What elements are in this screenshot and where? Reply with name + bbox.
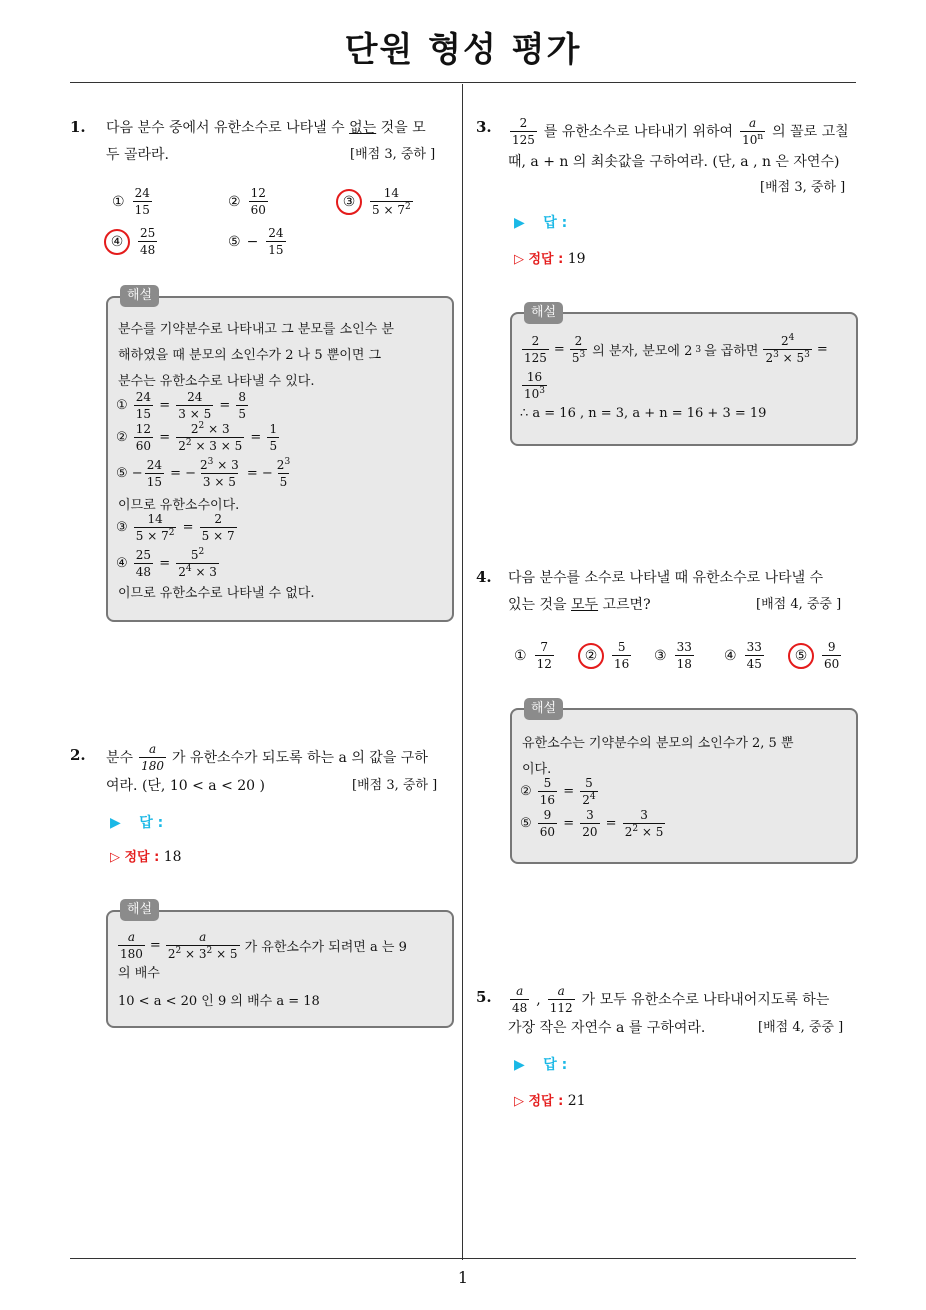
question-text: 분수 $\frac{a}{180}$ 가 유한소수가 되도록 하는 a 의 값을 구하 [106,742,428,773]
math-line-2: ② $\frac{5}{16}$ = $\frac{5}{2^4}$ [520,776,596,807]
math-line-3: ③ $\frac{14}{5 \times 7^2}$ = $\frac{2}{5 \times 7}$ [116,512,235,543]
question-text: 다음 분수 중에서 유한소수로 나타낼 수 없는 것을 모 [106,120,426,136]
math-line-5: ⑤ $\frac{9}{60}$ = $\frac{3}{20}$ = $\frac{3}{2^2 \times 5}$ [520,808,664,839]
fraction: $\frac{25}{48}$ [140,226,156,257]
option-4[interactable]: ④ $\frac{33}{45}$ [724,640,762,671]
question-text: $\frac{2}{125}$ 를 유한소수로 나타내기 위하여 $\frac{a}{10^n}$ 의 꼴로 고칠 [512,116,849,147]
math-line: $\frac{16}{10^3}$ [524,370,546,401]
play-arrow-icon: ▶ [514,215,525,231]
question-text-line2: 때, a + n 의 최솟값을 구하여라. (단, a , n 은 자연수) [508,154,840,170]
explanation-line: 이다. [522,762,552,777]
explanation-line: 해하였을 때 분모의 소인수가 2 나 5 뿐이면 그 [118,348,382,363]
option-3[interactable] [340,186,415,217]
explanation-line: 유한소수는 기약분수의 분모의 소인수가 2, 5 뿐 [522,736,794,751]
explanation-box [510,312,858,446]
outline-arrow-icon: ▷ [514,1094,524,1109]
question-text-line2: 두 골라라. [106,147,169,163]
option-3[interactable]: ③ $\frac{33}{18}$ [654,640,692,671]
page-number: 1 [457,1268,469,1287]
correct-answer-row: ▷ 정답 : 19 [514,251,586,267]
math-line-2: ② $\frac{12}{60}$ = $\frac{2^2 \times 3}{2^2 \times 3 \times 5}$ = $\frac{1}{5}$ [116,421,278,453]
explanation-tag: 해설 [524,302,563,324]
question-text-line2: 여라. (단, 10 < a < 20 ) [106,778,265,794]
page-title: 단원 형성 평가 [344,30,582,70]
play-arrow-icon: ▶ [514,1057,525,1073]
option-1[interactable]: ① $\frac{24}{15}$ [112,186,150,217]
explanation-line: 10 < a < 20 인 9 의 배수 a = 18 [118,994,320,1009]
answer-row[interactable]: ▶ 답 : [110,815,164,831]
explanation-line: 의 배수 [118,966,160,981]
question-number: 1. [70,118,86,136]
correct-answer-row: ▷ 정답 : 21 [514,1093,586,1109]
question-number: 3. [476,118,492,136]
question-number: 4. [476,568,492,586]
explanation-tag: 해설 [120,285,159,307]
answer-row[interactable]: ▶ 답 : [514,1057,568,1073]
column-divider [462,84,463,1260]
option-2[interactable]: ② $\frac{12}{60}$ [228,186,266,217]
question-text: 다음 분수를 소수로 나타낼 때 유한소수로 나타낼 수 [508,570,824,586]
bottom-rule [70,1258,856,1259]
question-text-line2: 있는 것을 모두 고르면? [508,597,651,613]
math-line: $\frac{a}{180}$ = $\frac{a}{2^2 \times 3^2 \times 5}$ 가 유한소수가 되려면 a 는 9 [120,930,407,961]
math-line-4: ④ $\frac{25}{48}$ = $\frac{5^2}{2^4 \times 3}$ [116,547,217,579]
correct-answer-row: ▷ 정답 : 18 [110,849,182,865]
explanation-tag: 해설 [120,899,159,921]
selected-circle-mark: ④ [104,229,130,255]
question-meta: [배점 4, 중중 ] [758,1020,844,1035]
correct-value: 19 [567,251,586,267]
emphasis-underline: 없는 [349,120,377,136]
question-meta: [배점 3, 중하 ] [760,180,846,195]
explanation-line: 이므로 유한소수로 나타낼 수 없다. [118,586,315,601]
explanation-line: 이므로 유한소수이다. [118,498,240,513]
question-number: 2. [70,746,86,764]
option-2[interactable]: ② $\frac{5}{16}$ [582,640,633,671]
fraction: $\frac{14}{5 \times 7^2}$ [372,186,411,217]
explanation-line: ∴ a = 16 , n = 3, a + n = 16 + 3 = 19 [520,406,767,421]
selected-circle-mark: ③ [336,189,362,215]
question-number: 5. [476,988,492,1006]
correct-value: 18 [163,849,182,865]
correct-value: 21 [567,1093,586,1109]
math-line-5: ⑤ − $\frac{24}{15}$ = − $\frac{2^3 \times 3}{3 \times 5}$ = − $\frac{2^3}{5}$ [116,457,291,489]
question-text-line2: 가장 작은 자연수 a 를 구하여라. [508,1020,706,1036]
math-line-1: ① $\frac{24}{15}$ = $\frac{24}{3 \times 5}$ = $\frac{8}{5}$ [116,390,247,421]
math-line: $\frac{2}{125}$ = $\frac{2}{5^3}$ 의 분자, 분모에 2 3 을 곱하면 $\frac{2^4}{2^3 \times 5^3}$ = [524,333,828,365]
explanation-line: 분수는 유한소수로 나타낼 수 있다. [118,374,315,389]
play-arrow-icon: ▶ [110,815,121,831]
fraction: $\frac{24}{15}$ [134,186,150,217]
explanation-tag: 해설 [524,698,563,720]
fraction: $\frac{24}{15}$ [268,226,284,257]
question-text: $\frac{a}{48}$ , $\frac{a}{112}$ 가 모두 유한소수로 나타내어지도록 하는 [512,984,830,1015]
top-rule [70,82,856,83]
option-4[interactable] [108,226,159,257]
emphasis-underline: 모두 [571,597,599,613]
question-meta: [배점 3, 중하 ] [350,147,436,162]
explanation-line: 분수를 기약분수로 나타내고 그 분모를 소인수 분 [118,322,394,337]
selected-circle-mark: ② [578,643,604,669]
question-meta: [배점 3, 중하 ] [352,778,438,793]
option-5[interactable]: ⑤ − $\frac{24}{15}$ [228,226,284,257]
question-meta: [배점 4, 중중 ] [756,597,842,612]
outline-arrow-icon: ▷ [110,850,120,865]
answer-row[interactable]: ▶ 답 : [514,215,568,231]
option-5[interactable]: ⑤ $\frac{9}{60}$ [792,640,843,671]
outline-arrow-icon: ▷ [514,252,524,267]
option-1[interactable]: ① $\frac{7}{12}$ [514,640,552,671]
selected-circle-mark: ⑤ [788,643,814,669]
fraction: $\frac{12}{60}$ [250,186,266,217]
